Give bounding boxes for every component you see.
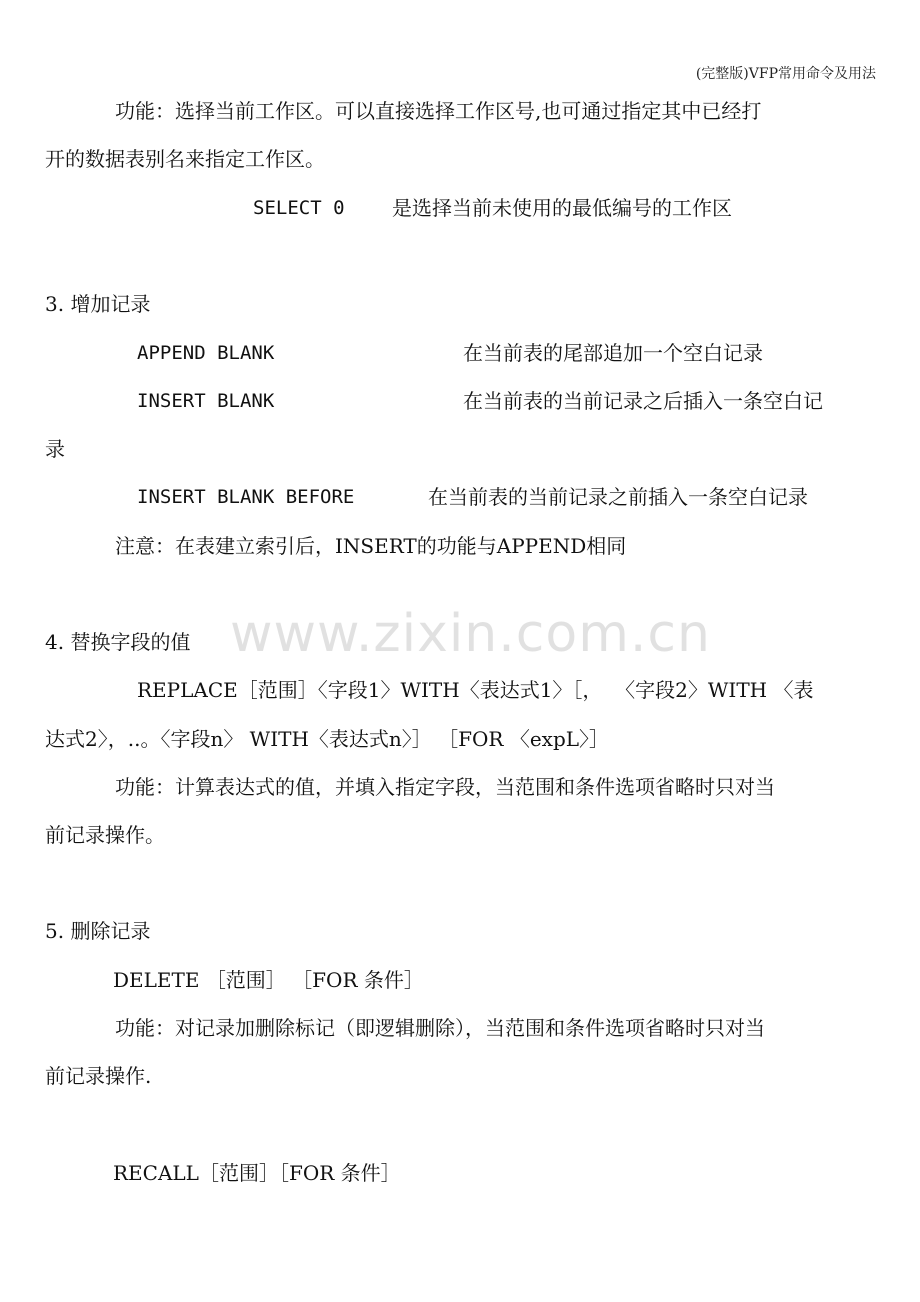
insert-blank-command: INSERT BLANK — [137, 390, 275, 412]
replace-function-line1: 功能：计算表达式的值，并填入指定字段，当范围和条件选项省略时只对当 — [115, 775, 775, 799]
delete-function-line1: 功能：对记录加删除标记（即逻辑删除），当范围和条件选项省略时只对当 — [115, 1016, 765, 1040]
select-command-description: 是选择当前未使用的最低编号的工作区 — [392, 196, 732, 220]
append-blank-description: 在当前表的尾部追加一个空白记录 — [463, 341, 763, 365]
replace-syntax-line2: 达式2〉，..。〈字段n〉 WITH〈表达式n〉］ ［FOR 〈expL〉］ — [45, 727, 610, 751]
document-header: (完整版)VFP常用命令及用法 — [695, 66, 876, 82]
delete-syntax: DELETE ［范围］ ［FOR 条件］ — [113, 968, 424, 992]
watermark: www.zixin.com.cn — [230, 604, 711, 664]
section-heading-delete: 5. 删除记录 — [45, 919, 151, 943]
insert-blank-description: 在当前表的当前记录之后插入一条空白记 — [463, 389, 823, 413]
insert-blank-before-command: INSERT BLANK BEFORE — [137, 486, 355, 508]
replace-syntax-line1: REPLACE［范围］〈字段1〉WITH〈表达式1〉［， 〈字段2〉WITH 〈表 — [137, 678, 814, 702]
replace-function-line2: 前记录操作。 — [45, 823, 165, 847]
select-function-line1: 功能：选择当前工作区。可以直接选择工作区号,也可通过指定其中已经打 — [115, 99, 762, 123]
append-blank-command: APPEND BLANK — [137, 342, 275, 364]
select-function-line2: 开的数据表别名来指定工作区。 — [45, 147, 325, 171]
delete-function-line2: 前记录操作. — [45, 1064, 152, 1088]
select-command: SELECT 0 — [253, 197, 345, 219]
insert-note: 注意：在表建立索引后，INSERT的功能与APPEND相同 — [115, 534, 627, 558]
section-heading-add-records: 3. 增加记录 — [45, 292, 151, 316]
recall-syntax: RECALL［范围］［FOR 条件］ — [113, 1161, 401, 1185]
insert-blank-before-description: 在当前表的当前记录之前插入一条空白记录 — [428, 485, 808, 509]
insert-blank-description-wrap: 录 — [45, 437, 65, 461]
section-heading-replace: 4. 替换字段的值 — [45, 630, 191, 654]
